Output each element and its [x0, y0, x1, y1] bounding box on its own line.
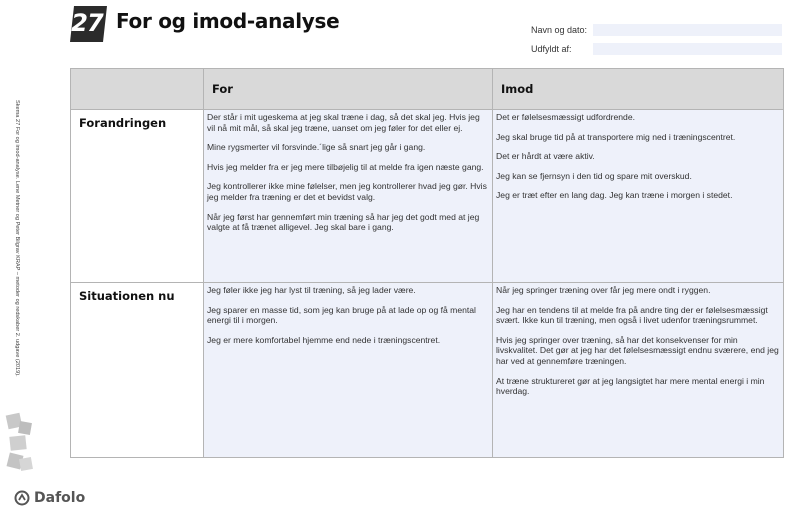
brand-name: Dafolo	[34, 490, 86, 506]
cell-paragraph: Jeg sparer en masse tid, som jeg kan bruge på at lade op og få mental energi til i morgen.	[207, 304, 476, 326]
cell-paragraph: Jeg kontrollerer ikke mine følelser, men jeg kontrollerer hvad jeg gør. Hvis jeg melder fra træning er det et bevidst valg.	[207, 181, 487, 202]
cell-paragraph: Jeg er træt efter en lang dag. Jeg kan træne i morgen i stedet.	[496, 190, 733, 201]
table-row	[71, 110, 784, 283]
header-empty-cell	[71, 69, 204, 110]
cell-paragraph: Jeg er mere komfortabel hjemme end nede i træningscentret.	[207, 334, 441, 345]
name-date-label: Navn og dato:	[531, 25, 588, 35]
cell-paragraph: Jeg føler ikke jeg har lyst til træning, så jeg lader være.	[207, 285, 416, 295]
pros-cons-table	[70, 68, 784, 458]
cell-paragraph: Når jeg først har gennemført min træning så har jeg det godt med at jeg valgte at få trænet alligevel. Jeg skal bare i gang.	[207, 211, 480, 233]
cell-paragraph: Det er følelsesmæssigt udfordrende.	[496, 112, 635, 122]
table-header-row	[71, 69, 784, 110]
cell-forandringen-imod[interactable]	[493, 110, 784, 283]
cell-forandringen-for[interactable]	[204, 110, 493, 283]
cell-paragraph: Jeg har en tendens til at melde fra på andre ting der er følelsesmæssigt svært. Ikke kun til træning, men også i livet udenfor træningsrummet.	[496, 304, 768, 326]
dafolo-brand	[14, 490, 85, 506]
cell-paragraph: Hvis jeg springer over træning, så har det konsekvenser for min livskvalitet. Det gør at jeg har det følelsesmæssigt endnu sværere, end jeg har ved at gennemføre træningen.	[496, 334, 779, 366]
table-row	[71, 283, 784, 458]
krap-logo-icon	[4, 412, 38, 478]
filled-by-label: Udfyldt af:	[531, 44, 572, 54]
cell-paragraph: At træne struktureret gør at jeg langsigtet har mere mental energi i min hverdag.	[496, 375, 765, 397]
page-title: For og imod-analyse	[116, 9, 340, 33]
cell-paragraph: Jeg kan se fjernsyn i den tid og spare mit overskud.	[496, 170, 692, 181]
cell-paragraph: Det er hårdt at være aktiv.	[496, 151, 595, 162]
header-imod: Imod	[493, 69, 784, 110]
dafolo-logo-icon	[14, 490, 30, 506]
form-number-badge	[70, 6, 107, 42]
side-caption: Skema 27 For og imod-analyse. Lene Metner og Peter Bilgrav KRAP – metoder og redskaber 2. udgave (2019).	[14, 100, 20, 377]
filled-by-field[interactable]	[593, 43, 782, 55]
cell-paragraph: Hvis jeg melder fra er jeg mere tilbøjelig til at melde fra igen næste gang.	[207, 161, 484, 172]
cell-paragraph: Når jeg springer træning over får jeg mere ondt i ryggen.	[496, 285, 711, 295]
cell-paragraph: Jeg skal bruge tid på at transportere mig ned i træningscentret.	[496, 131, 736, 142]
cell-paragraph: Mine rygsmerter vil forsvinde.´lige så snart jeg går i gang.	[207, 142, 426, 153]
cell-paragraph: Der står i mit ugeskema at jeg skal træne i dag, så det skal jeg. Hvis jeg vil nå mit mål, så skal jeg træne, uanset om jeg føler for det eller ej.	[207, 112, 480, 133]
header-for: For	[204, 69, 493, 110]
row-label-situationen-nu: Situationen nu	[71, 283, 204, 458]
cell-situationen-for[interactable]	[204, 283, 493, 458]
form-number: 27	[71, 9, 103, 37]
row-label-forandringen: Forandringen	[71, 110, 204, 283]
name-date-field[interactable]	[593, 24, 782, 36]
cell-situationen-imod[interactable]	[493, 283, 784, 458]
